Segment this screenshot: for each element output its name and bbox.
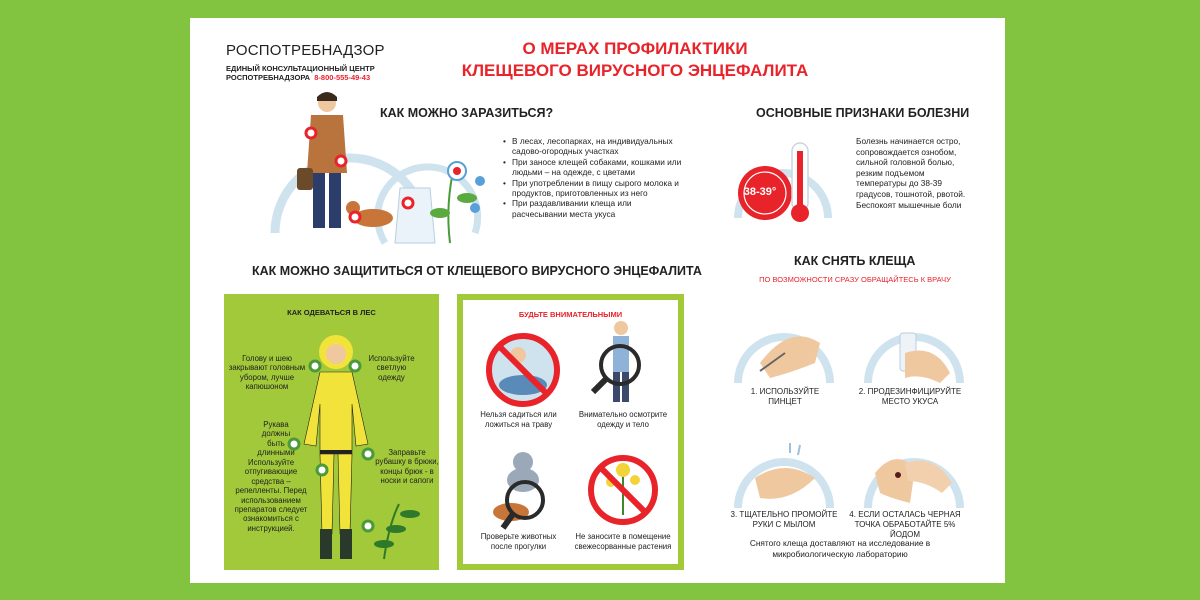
infection-list — [503, 136, 683, 219]
hotline-phone: 8-800-555-49-43 — [314, 73, 371, 82]
attention-illustrations — [463, 300, 678, 564]
attention-title: БУДЬТЕ ВНИМАТЕЛЬНЫМИ — [518, 310, 623, 319]
step-iodine: 4. ЕСЛИ ОСТАЛАСЬ ЧЕРНАЯ ТОЧКА ОБРАБОТАЙТЕ 5% ЙОДОМ — [849, 510, 961, 539]
infection-heading: КАК МОЖНО ЗАРАЗИТЬСЯ? — [380, 106, 554, 120]
attention-panel — [457, 294, 684, 570]
infection-illustration — [245, 93, 495, 253]
caption-inspect: Внимательно осмотрите одежду и тело — [578, 410, 668, 429]
tip-head: Голову и шею закрывают головным убором, лучше капюшоном — [228, 354, 306, 392]
tip-tuck-in: Заправьте рубашку в брюки, концы брюк - в носки и сапоги — [375, 448, 439, 486]
caption-no-plants: Не заносите в помещение свежесорванные растения — [574, 532, 672, 551]
dress-panel — [224, 294, 439, 570]
tip-repellent: Используйте отпугивающие средства – репелленты. Перед использованием препаратов следует ознакомиться с инструкцией. — [234, 458, 308, 533]
step-disinfect: 2. ПРОДЕЗИНФИЦИРУЙТЕ МЕСТО УКУСА — [858, 387, 962, 406]
step-wash-hands: 3. ТЩАТЕЛЬНО ПРОМОЙТЕ РУКИ С МЫЛОМ — [730, 510, 838, 529]
symptoms-text: Болезнь начинается остро, сопровождается ознобом, сильной головной болью, резким подъемом температуры до 38-39 градусов, тошнотой, рвотой. Беспокоят мышечные боли — [856, 136, 966, 210]
temperature-value: 38-39° — [743, 186, 777, 198]
org-name: РОСПОТРЕБНАДЗОР — [226, 42, 385, 59]
symptoms-heading: ОСНОВНЫЕ ПРИЗНАКИ БОЛЕЗНИ — [756, 106, 970, 120]
list-item: • При раздавливании клеща или расчесывании места укуса — [503, 198, 683, 219]
title-line2: КЛЕЩЕВОГО ВИРУСНОГО ЭНЦЕФАЛИТА — [461, 61, 809, 80]
list-item: • При заносе клещей собаками, кошками или людьми – на одежде, с цветами — [503, 157, 683, 178]
thermometer-illustration — [730, 133, 840, 233]
tip-sleeves: Рукава должны быть длинными — [257, 420, 295, 458]
step-tweezers: 1. ИСПОЛЬЗУЙТЕ ПИНЦЕТ — [750, 387, 820, 406]
poster — [190, 18, 1005, 583]
removal-heading: КАК СНЯТЬ КЛЕЩА — [794, 254, 916, 268]
org-subtitle — [226, 64, 375, 82]
dress-panel-title: КАК ОДЕВАТЬСЯ В ЛЕС — [287, 308, 376, 317]
list-item: • При употреблении в пищу сырого молока и продуктов, приготовленных из него — [503, 178, 683, 199]
caption-no-sitting: Нельзя садиться или ложиться на траву — [480, 410, 557, 429]
removal-subheading: ПО ВОЗМОЖНОСТИ СРАЗУ ОБРАЩАЙТЕСЬ К ВРАЧУ — [759, 275, 951, 284]
removal-steps-illustrations — [730, 293, 970, 533]
title-line1: О МЕРАХ ПРОФИЛАКТИКИ — [522, 39, 748, 58]
page-title — [445, 38, 825, 82]
attention-card — [463, 300, 678, 564]
tip-light-clothes: Используйте светлую одежду — [368, 354, 415, 382]
protect-heading: КАК МОЖНО ЗАЩИТИТЬСЯ ОТ КЛЕЩЕВОГО ВИРУСНОГО ЭНЦЕФАЛИТА — [252, 264, 702, 278]
caption-check-pets: Проверьте животных после прогулки — [480, 532, 557, 551]
org-sub-line2: РОСПОТРЕБНАДЗОРА — [226, 73, 311, 82]
org-sub-line1: ЕДИНЫЙ КОНСУЛЬТАЦИОННЫЙ ЦЕНТР — [226, 64, 375, 73]
list-item: • В лесах, лесопарках, на индивидуальных садово-огородных участках — [503, 136, 683, 157]
lab-note: Снятого клеща доставляют на исследование в микробиологическую лабораторию — [749, 538, 931, 559]
